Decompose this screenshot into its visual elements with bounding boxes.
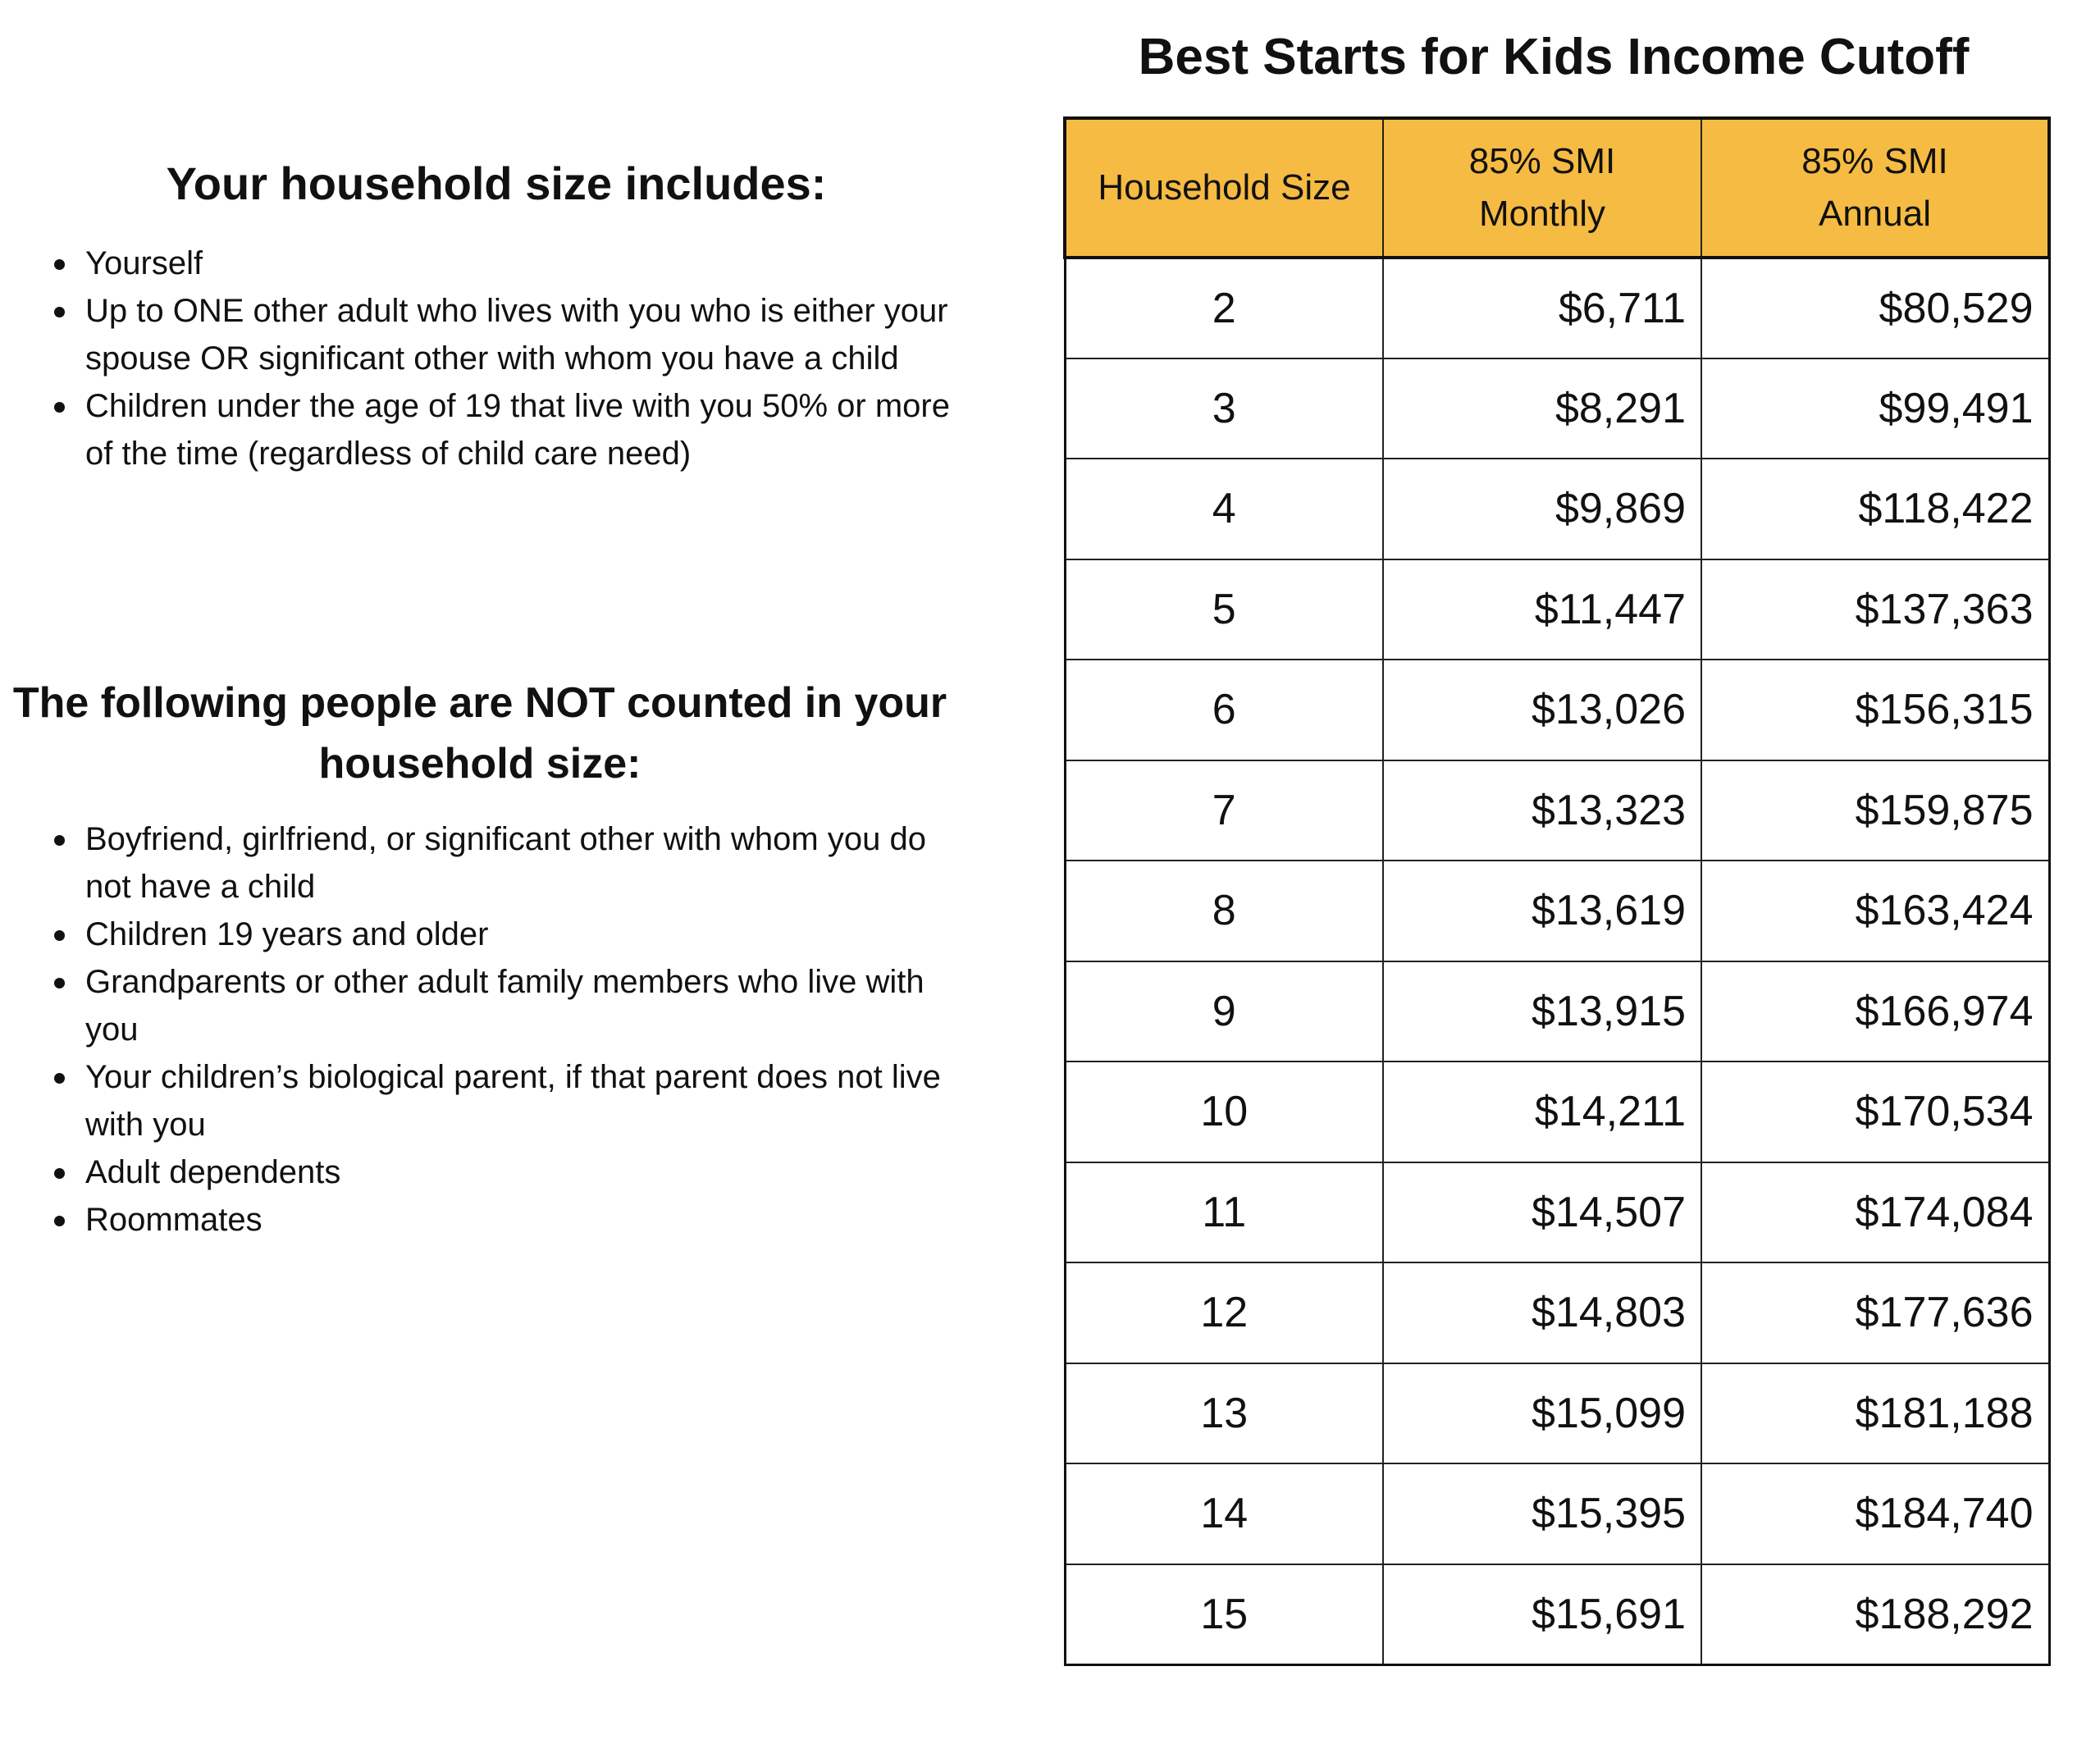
cell-annual-cutoff: $118,422 [1701, 459, 2049, 559]
cell-household-size: 11 [1065, 1162, 1383, 1263]
cell-annual-cutoff: $159,875 [1701, 760, 2049, 861]
table-row [1065, 1262, 2049, 1363]
cell-annual-cutoff: $181,188 [1701, 1363, 2049, 1464]
list-item: Adult dependents [85, 1148, 968, 1196]
cell-annual-cutoff: $99,491 [1701, 358, 2049, 459]
cell-monthly-cutoff: $15,099 [1383, 1363, 1701, 1464]
header-household-size [1065, 118, 1383, 258]
cell-monthly-cutoff: $13,026 [1383, 660, 1701, 760]
table-row [1065, 1363, 2049, 1464]
list-item: Boyfriend, girlfriend, or significant other with whom you do not have a child [85, 815, 968, 911]
cell-household-size: 4 [1065, 459, 1383, 559]
table-row [1065, 559, 2049, 660]
header-annual-line2: Annual [1818, 194, 1931, 234]
cell-annual-cutoff: $184,740 [1701, 1463, 2049, 1564]
table-row [1065, 358, 2049, 459]
table-row [1065, 1162, 2049, 1263]
cell-monthly-cutoff: $8,291 [1383, 358, 1701, 459]
table-row [1065, 861, 2049, 961]
cell-household-size: 2 [1065, 258, 1383, 358]
cell-monthly-cutoff: $13,619 [1383, 861, 1701, 961]
cell-household-size: 15 [1065, 1564, 1383, 1665]
cell-annual-cutoff: $156,315 [1701, 660, 2049, 760]
table-row [1065, 760, 2049, 861]
cell-household-size: 9 [1065, 961, 1383, 1062]
excluded-list [0, 815, 968, 1244]
list-item: Grandparents or other adult family members who live with you [85, 958, 968, 1053]
header-size-label: Household Size [1098, 167, 1351, 208]
table-row [1065, 660, 2049, 760]
header-monthly-line1: 85% SMI [1468, 141, 1616, 181]
excluded-heading [0, 673, 960, 794]
excluded-heading-line2: household size: [318, 740, 641, 788]
cell-monthly-cutoff: $15,395 [1383, 1463, 1701, 1564]
table-title: Best Starts for Kids Income Cutoff [1138, 29, 1970, 85]
list-item: Children under the age of 19 that live with you 50% or more of the time (regardless of child care need) [85, 382, 968, 477]
cell-monthly-cutoff: $14,803 [1383, 1262, 1701, 1363]
table-row [1065, 1061, 2049, 1162]
cell-household-size: 8 [1065, 861, 1383, 961]
header-annual-line1: 85% SMI [1801, 141, 1948, 181]
list-item: Up to ONE other adult who lives with you who is either your spouse OR significant other with whom you have a child [85, 287, 968, 382]
cell-monthly-cutoff: $6,711 [1383, 258, 1701, 358]
cell-monthly-cutoff: $14,211 [1383, 1061, 1701, 1162]
cell-annual-cutoff: $80,529 [1701, 258, 2049, 358]
cell-monthly-cutoff: $9,869 [1383, 459, 1701, 559]
cell-monthly-cutoff: $14,507 [1383, 1162, 1701, 1263]
list-item: Yourself [85, 240, 968, 287]
cell-monthly-cutoff: $13,323 [1383, 760, 1701, 861]
cell-household-size: 7 [1065, 760, 1383, 861]
header-annual [1701, 118, 2049, 258]
cell-monthly-cutoff: $11,447 [1383, 559, 1701, 660]
table-row [1065, 1564, 2049, 1665]
cell-household-size: 5 [1065, 559, 1383, 660]
cell-annual-cutoff: $177,636 [1701, 1262, 2049, 1363]
cell-household-size: 3 [1065, 358, 1383, 459]
cell-annual-cutoff: $163,424 [1701, 861, 2049, 961]
table-body [1065, 258, 2049, 1664]
cell-household-size: 6 [1065, 660, 1383, 760]
cell-household-size: 14 [1065, 1463, 1383, 1564]
list-item: Your children’s biological parent, if that parent does not live with you [85, 1053, 968, 1148]
table-row [1065, 1463, 2049, 1564]
includes-heading: Your household size includes: [166, 158, 827, 209]
excluded-heading-line1: The following people are NOT counted in your [12, 679, 947, 727]
table-header-row [1065, 118, 2049, 258]
cell-annual-cutoff: $174,084 [1701, 1162, 2049, 1263]
cell-household-size: 10 [1065, 1061, 1383, 1162]
income-cutoff-table [1063, 116, 2051, 1666]
table-row [1065, 961, 2049, 1062]
table-row [1065, 258, 2049, 358]
header-monthly-line2: Monthly [1478, 194, 1606, 234]
cell-annual-cutoff: $137,363 [1701, 559, 2049, 660]
cell-annual-cutoff: $166,974 [1701, 961, 2049, 1062]
cell-annual-cutoff: $188,292 [1701, 1564, 2049, 1665]
table-row [1065, 459, 2049, 559]
cell-monthly-cutoff: $15,691 [1383, 1564, 1701, 1665]
cell-household-size: 13 [1065, 1363, 1383, 1464]
list-item: Roommates [85, 1196, 968, 1244]
list-item: Children 19 years and older [85, 911, 968, 958]
header-monthly [1383, 118, 1701, 258]
cell-household-size: 12 [1065, 1262, 1383, 1363]
cell-annual-cutoff: $170,534 [1701, 1061, 2049, 1162]
cell-monthly-cutoff: $13,915 [1383, 961, 1701, 1062]
includes-list [0, 240, 968, 477]
